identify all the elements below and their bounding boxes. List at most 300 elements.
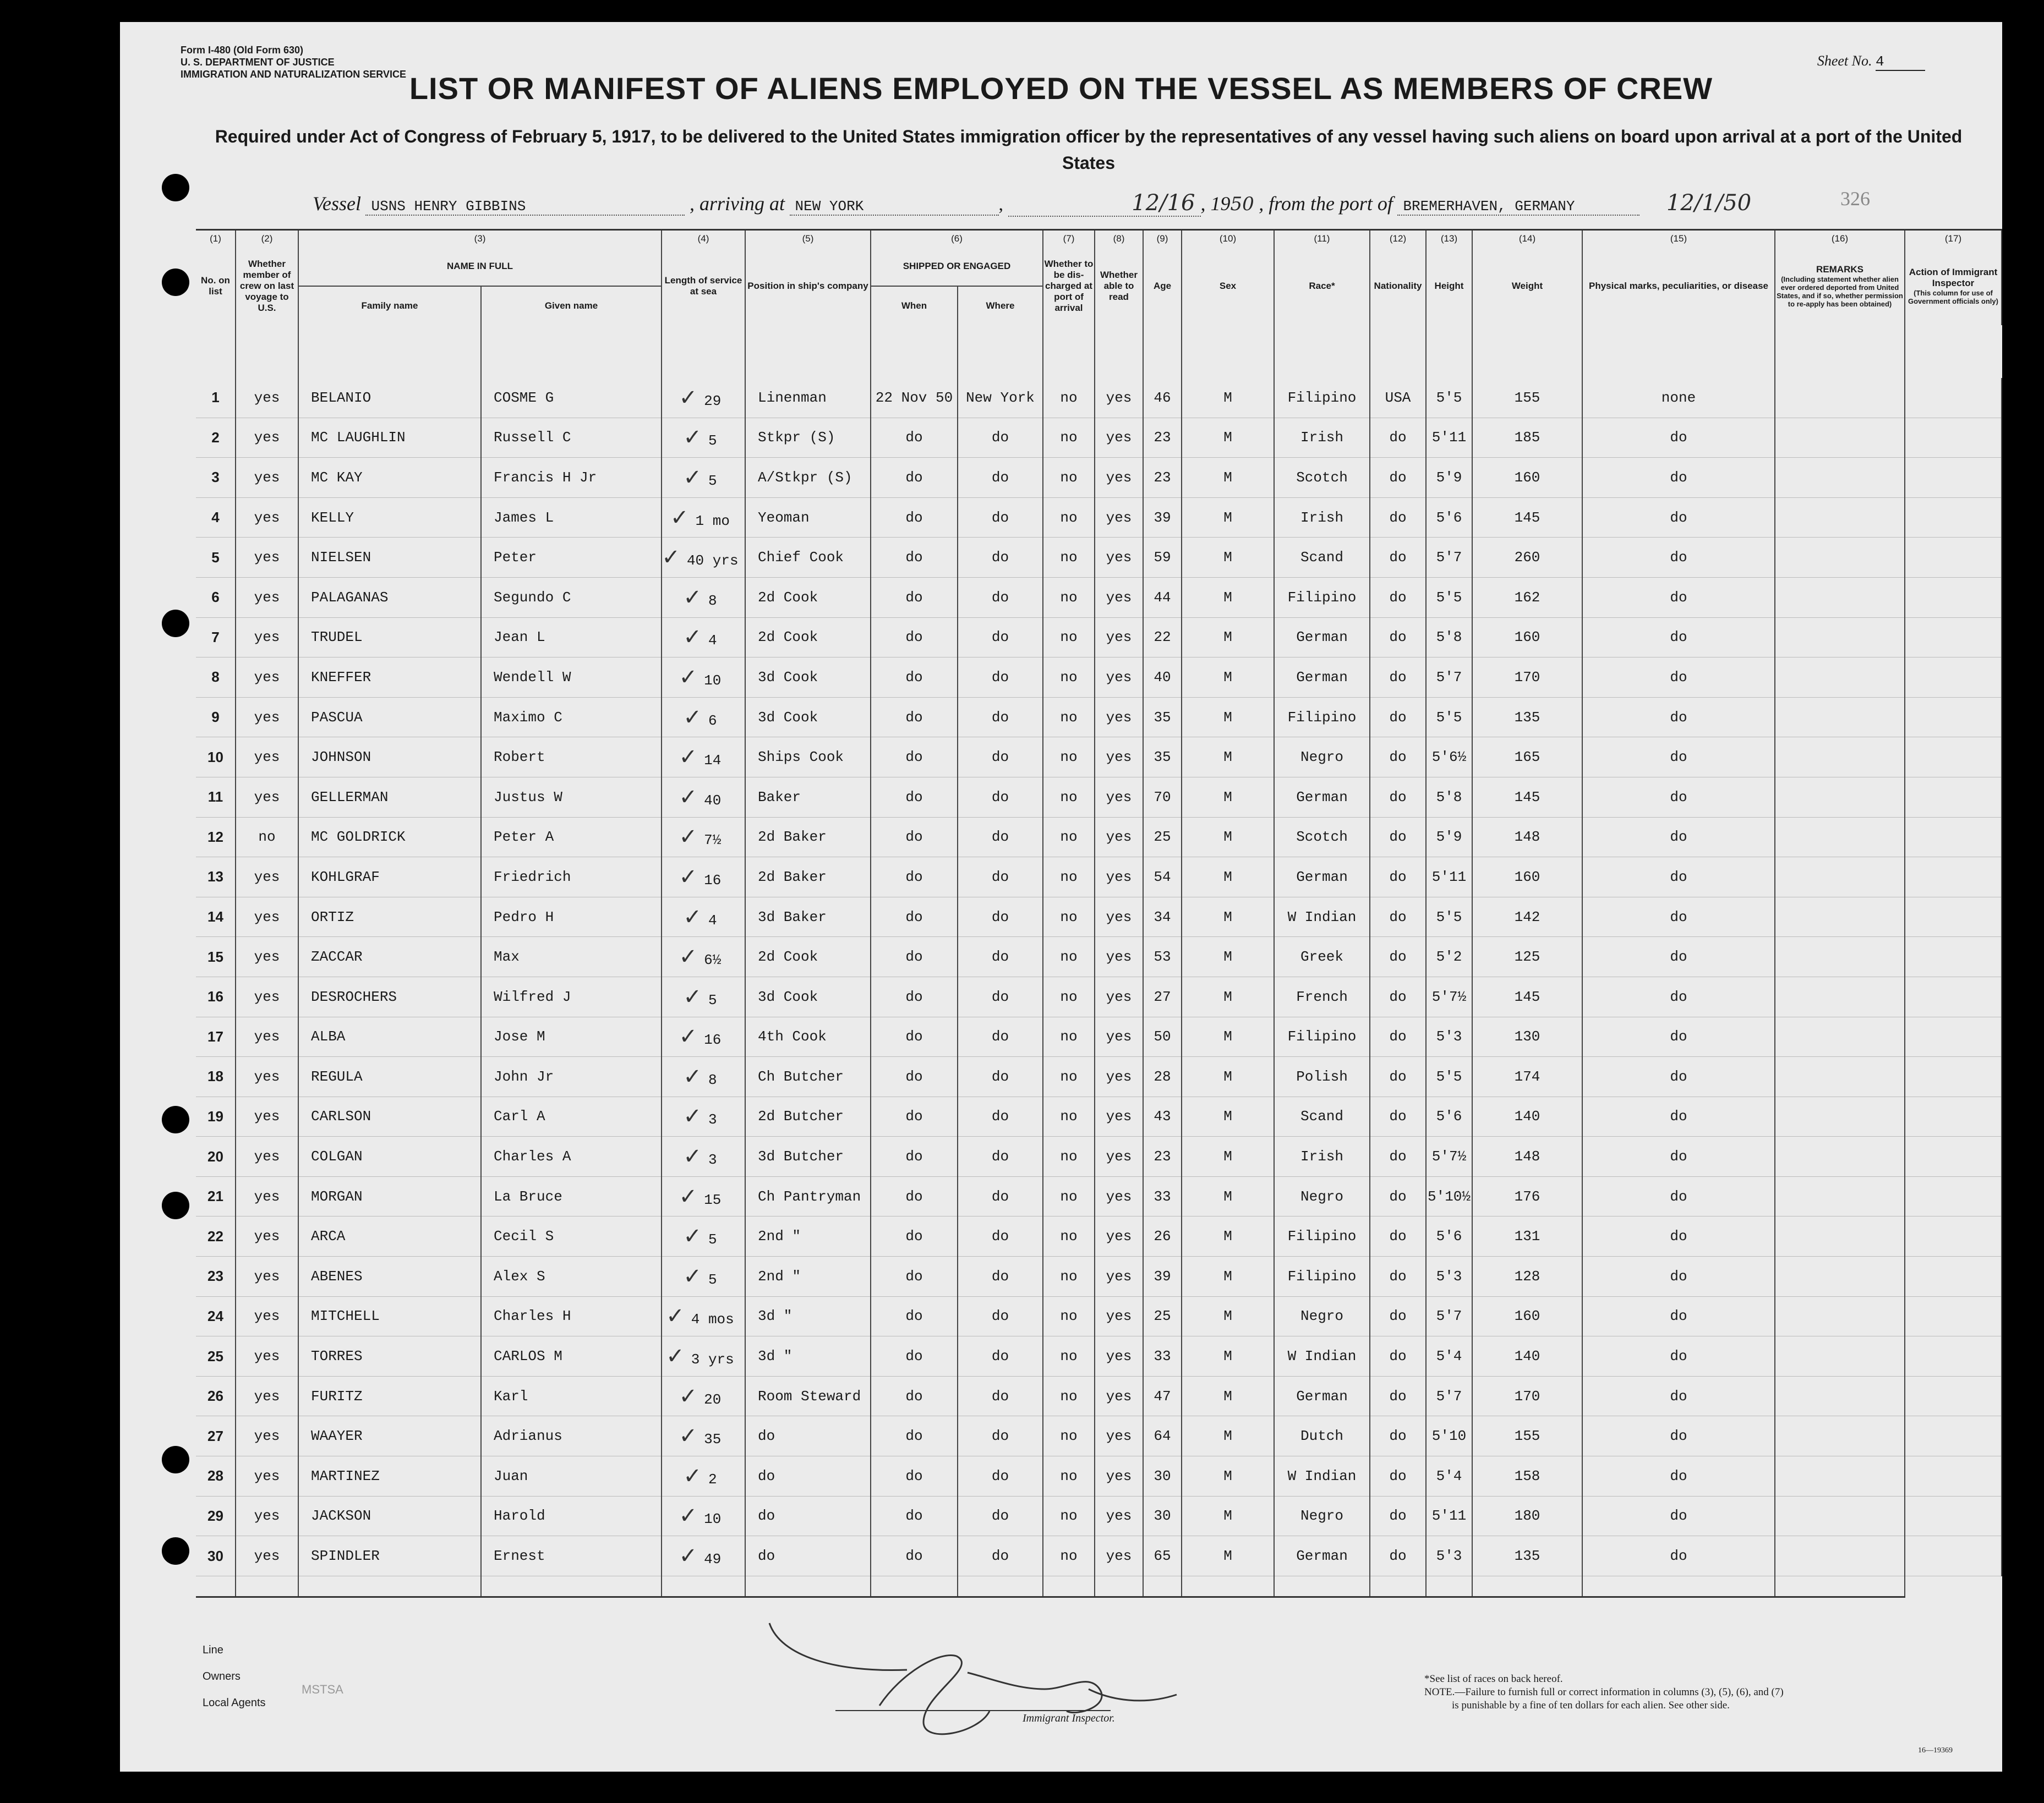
race: Scand [1274,538,1370,578]
table-row [196,1017,2002,1057]
able-to-read: yes [1095,577,1143,617]
row-number: 26 [196,1376,236,1416]
able-to-read: yes [1095,1017,1143,1057]
remarks [1775,378,1905,418]
discharged: no [1043,1536,1095,1576]
length-of-service [662,1257,745,1297]
check-mark: ✓ [679,824,698,850]
header-discharged: Whether to be dis-charged at port of arrival [1043,247,1095,325]
length-of-service [662,1456,745,1497]
race: Irish [1274,1137,1370,1177]
shipped-when: do [871,1456,958,1497]
shipped-when: do [871,1376,958,1416]
member-cell: yes [236,617,298,657]
footer-note [1424,1673,1784,1712]
given-name: John Jr [481,1057,662,1097]
length-of-service [662,897,745,937]
race: Polish [1274,1057,1370,1097]
height: 5'6 [1426,1216,1472,1257]
physical-marks: do [1582,1296,1775,1336]
check-mark: ✓ [683,464,702,490]
shipped-where: do [958,657,1043,698]
inspector-action [1905,1296,2002,1336]
age: 25 [1143,817,1182,857]
header-action [1905,247,2002,325]
sex: M [1182,977,1274,1017]
check-mark: ✓ [683,984,702,1010]
inspector-action [1905,378,2002,418]
inspector-action [1905,577,2002,617]
height: 5'5 [1426,1057,1472,1097]
remarks [1775,1296,1905,1336]
race: Scotch [1274,458,1370,498]
length-value: 3 yrs [691,1351,734,1368]
length-value: 3 [708,1111,717,1128]
able-to-read: yes [1095,737,1143,777]
table-row [196,1336,2002,1377]
able-to-read: yes [1095,1456,1143,1497]
shipped-when: do [871,1017,958,1057]
able-to-read: yes [1095,977,1143,1017]
member-cell: yes [236,1017,298,1057]
inspector-action [1905,538,2002,578]
row-number: 21 [196,1176,236,1216]
check-mark: ✓ [683,704,702,730]
physical-marks: do [1582,817,1775,857]
member-cell: yes [236,697,298,737]
position: 3d Cook [745,697,871,737]
weight: 158 [1472,1456,1582,1497]
physical-marks: do [1582,1496,1775,1536]
row-number: 9 [196,697,236,737]
shipped-where: do [958,1496,1043,1536]
remarks [1775,777,1905,817]
given-name: Juan [481,1456,662,1497]
able-to-read: yes [1095,1097,1143,1137]
sex: M [1182,1456,1274,1497]
height: 5'5 [1426,897,1472,937]
shipped-when: do [871,617,958,657]
sex: M [1182,737,1274,777]
able-to-read: yes [1095,937,1143,977]
nationality: do [1370,857,1426,897]
physical-marks: do [1582,577,1775,617]
member-cell: yes [236,1097,298,1137]
position: do [745,1456,871,1497]
row-number: 13 [196,857,236,897]
physical-marks: do [1582,1336,1775,1377]
table-row [196,1137,2002,1177]
nationality: do [1370,897,1426,937]
shipped-where: do [958,817,1043,857]
shipped-where: do [958,1257,1043,1297]
nationality: do [1370,697,1426,737]
family-name: WAAYER [298,1416,481,1456]
given-name: Harold [481,1496,662,1536]
inspector-action [1905,857,2002,897]
row-number: 4 [196,497,236,538]
height: 5'10½ [1426,1176,1472,1216]
position: 3d Cook [745,977,871,1017]
position: Ships Cook [745,737,871,777]
family-name: TRUDEL [298,617,481,657]
position: 4th Cook [745,1017,871,1057]
header-position: Position in ship's company [745,247,871,325]
inspector-action [1905,418,2002,458]
inspector-action [1905,497,2002,538]
member-cell: yes [236,458,298,498]
age: 25 [1143,1296,1182,1336]
inspector-action [1905,1057,2002,1097]
age: 39 [1143,1257,1182,1297]
member-cell: yes [236,497,298,538]
sex: M [1182,1376,1274,1416]
sex: M [1182,697,1274,737]
age: 26 [1143,1216,1182,1257]
weight: 145 [1472,977,1582,1017]
discharged: no [1043,1257,1095,1297]
length-value: 10 [704,1511,722,1528]
table-row [196,617,2002,657]
length-value: 35 [704,1431,722,1448]
table-row [196,817,2002,857]
discharged: no [1043,977,1095,1017]
inspector-action [1905,1176,2002,1216]
member-cell: yes [236,1296,298,1336]
remarks [1775,1257,1905,1297]
family-name: PASCUA [298,697,481,737]
nationality: do [1370,1536,1426,1576]
vessel-label: Vessel [313,193,361,215]
race: German [1274,657,1370,698]
length-of-service [662,777,745,817]
height: 5'2 [1426,937,1472,977]
physical-marks: do [1582,1057,1775,1097]
age: 30 [1143,1496,1182,1536]
sex: M [1182,857,1274,897]
remarks [1775,577,1905,617]
arriving-label: , arriving at [689,193,785,215]
binder-hole [162,174,189,201]
sex: M [1182,1257,1274,1297]
length-of-service [662,1496,745,1536]
member-cell: yes [236,1376,298,1416]
shipped-when: do [871,458,958,498]
sex: M [1182,1216,1274,1257]
row-number: 17 [196,1017,236,1057]
row-number: 15 [196,937,236,977]
remarks [1775,697,1905,737]
table-row [196,418,2002,458]
remarks [1775,977,1905,1017]
member-cell: yes [236,1176,298,1216]
header-no-on-list: No. on list [196,247,236,325]
weight: 176 [1472,1176,1582,1216]
able-to-read: yes [1095,1496,1143,1536]
member-cell: yes [236,577,298,617]
col-num: (14) [1472,230,1582,248]
inspector-action [1905,1336,2002,1377]
table-row [196,1257,2002,1297]
family-name: SPINDLER [298,1536,481,1576]
length-of-service [662,977,745,1017]
physical-marks: do [1582,857,1775,897]
sex: M [1182,1176,1274,1216]
shipped-where: do [958,697,1043,737]
physical-marks: do [1582,897,1775,937]
shipped-where: do [958,1376,1043,1416]
race: Dutch [1274,1416,1370,1456]
header-read: Whether able to read [1095,247,1143,325]
height: 5'9 [1426,458,1472,498]
column-numbers-row [196,230,2002,248]
shipped-when: do [871,1496,958,1536]
height: 5'7 [1426,1376,1472,1416]
family-name: REGULA [298,1057,481,1097]
shipped-where: do [958,577,1043,617]
header-height: Height [1426,247,1472,325]
row-number: 24 [196,1296,236,1336]
shipped-when: do [871,817,958,857]
shipped-where: do [958,857,1043,897]
position: Stkpr (S) [745,418,871,458]
table-row [196,577,2002,617]
age: 23 [1143,1137,1182,1177]
able-to-read: yes [1095,1257,1143,1297]
shipped-where: do [958,538,1043,578]
sheet-number [1817,53,1925,71]
row-number: 12 [196,817,236,857]
table-row [196,497,2002,538]
race: German [1274,777,1370,817]
able-to-read: yes [1095,418,1143,458]
header-race: Race* [1274,247,1370,325]
inspector-action [1905,1376,2002,1416]
col-num: (8) [1095,230,1143,248]
weight: 148 [1472,1137,1582,1177]
remarks [1775,1176,1905,1216]
height: 5'11 [1426,418,1472,458]
family-name: ARCA [298,1216,481,1257]
position: 3d " [745,1336,871,1377]
length-value: 7½ [704,832,722,849]
page-subtitle: Required under Act of Congress of February 5, 1917, to be delivered to the United States immigration officer by the representatives of any vessel having such aliens on board upon arrival at a port of the United States [215,127,1963,173]
sex: M [1182,1057,1274,1097]
header-shipped: SHIPPED OR ENGAGED [871,247,1043,286]
sex: M [1182,1296,1274,1336]
form-number: 16—19369 [1918,1746,1953,1755]
col-num: (12) [1370,230,1426,248]
shipped-where: do [958,1416,1043,1456]
manifest-sheet [120,22,2002,1772]
able-to-read: yes [1095,1336,1143,1377]
inspector-action [1905,1536,2002,1576]
shipped-when: do [871,857,958,897]
discharged: no [1043,577,1095,617]
table-row [196,1176,2002,1216]
race: Greek [1274,937,1370,977]
vessel-name: USNS HENRY GIBBINS [365,198,685,216]
row-number: 2 [196,418,236,458]
local-agents-label: Local Agents [203,1697,266,1709]
shipped-where: do [958,1216,1043,1257]
discharged: no [1043,1496,1095,1536]
weight: 125 [1472,937,1582,977]
nationality: do [1370,657,1426,698]
year-prefix: , 19 [1200,193,1231,215]
able-to-read: yes [1095,657,1143,698]
height: 5'5 [1426,577,1472,617]
action-note: (This column for use of Government officials only) [1908,289,1998,305]
age: 35 [1143,697,1182,737]
family-name: JOHNSON [298,737,481,777]
check-mark: ✓ [666,1303,685,1329]
height: 5'5 [1426,697,1472,737]
discharged: no [1043,737,1095,777]
race: Filipino [1274,577,1370,617]
race: German [1274,617,1370,657]
shipped-when: do [871,697,958,737]
row-number: 18 [196,1057,236,1097]
shipped-where: New York [958,378,1043,418]
discharged: no [1043,497,1095,538]
nationality: do [1370,1336,1426,1377]
shipped-when: do [871,977,958,1017]
length-value: 10 [704,672,722,689]
table-row [196,1057,2002,1097]
shipped-where: do [958,937,1043,977]
length-of-service [662,1536,745,1576]
family-name: COLGAN [298,1137,481,1177]
race: Negro [1274,1496,1370,1536]
able-to-read: yes [1095,1057,1143,1097]
length-value: 40 [704,792,722,809]
physical-marks: do [1582,1257,1775,1297]
age: 34 [1143,897,1182,937]
age: 23 [1143,418,1182,458]
nationality: do [1370,1257,1426,1297]
table-row [196,1536,2002,1576]
position: 2nd " [745,1216,871,1257]
position: do [745,1536,871,1576]
given-name: James L [481,497,662,538]
physical-marks: do [1582,977,1775,1017]
col-num: (13) [1426,230,1472,248]
able-to-read: yes [1095,1296,1143,1336]
age: 28 [1143,1057,1182,1097]
sex: M [1182,897,1274,937]
col-num: (10) [1182,230,1274,248]
length-value: 29 [704,392,722,409]
height: 5'10 [1426,1416,1472,1456]
given-name: Peter [481,538,662,578]
shipped-when: do [871,1257,958,1297]
weight: 142 [1472,897,1582,937]
race: Negro [1274,1176,1370,1216]
length-of-service [662,458,745,498]
height: 5'6½ [1426,737,1472,777]
table-row [196,1216,2002,1257]
header-remarks [1775,247,1905,325]
shipped-where: do [958,897,1043,937]
crew-table [196,229,2002,1598]
nationality: do [1370,1416,1426,1456]
length-of-service [662,378,745,418]
discharged: no [1043,538,1095,578]
shipped-when: do [871,1536,958,1576]
stamp-number: 326 [1840,188,1870,210]
family-name: DESROCHERS [298,977,481,1017]
row-number: 25 [196,1336,236,1377]
length-value: 3 [708,1152,717,1169]
family-name: PALAGANAS [298,577,481,617]
family-name: TORRES [298,1336,481,1377]
check-mark: ✓ [679,1543,698,1569]
able-to-read: yes [1095,817,1143,857]
check-mark: ✓ [683,584,702,610]
discharged: no [1043,697,1095,737]
header-age: Age [1143,247,1182,325]
able-to-read: yes [1095,1536,1143,1576]
crew-rows [196,325,2002,1597]
nationality: do [1370,1057,1426,1097]
race: German [1274,1536,1370,1576]
able-to-read: yes [1095,857,1143,897]
table-row [196,1456,2002,1497]
row-number: 11 [196,777,236,817]
shipped-when: do [871,1137,958,1177]
action-title: Action of Immigrant Inspector [1909,267,1998,288]
given-name: Adrianus [481,1416,662,1456]
position: 3d Cook [745,657,871,698]
inspector-action [1905,737,2002,777]
col-num: (7) [1043,230,1095,248]
shipped-where: do [958,1137,1043,1177]
family-name: NIELSEN [298,538,481,578]
discharged: no [1043,657,1095,698]
position: 2d Cook [745,617,871,657]
col-num: (6) [871,230,1043,248]
physical-marks: do [1582,1456,1775,1497]
inspector-action [1905,458,2002,498]
check-mark: ✓ [683,904,702,930]
remarks [1775,538,1905,578]
race: French [1274,977,1370,1017]
given-name: Peter A [481,817,662,857]
table-row [196,937,2002,977]
table-row [196,1416,2002,1456]
physical-marks: do [1582,1416,1775,1456]
sheet-label: Sheet No. [1817,53,1872,69]
from-label: , from the port of [1259,193,1393,215]
length-value: 16 [704,1032,722,1049]
physical-marks: do [1582,697,1775,737]
sex: M [1182,418,1274,458]
shipped-where: do [958,497,1043,538]
race: Filipino [1274,1017,1370,1057]
length-value: 40 yrs [686,552,739,569]
line-label: Line [203,1644,223,1656]
inspector-action [1905,977,2002,1017]
length-of-service [662,1137,745,1177]
remarks [1775,1416,1905,1456]
sex: M [1182,1137,1274,1177]
physical-marks: do [1582,1176,1775,1216]
col-num: (17) [1905,230,2002,248]
row-number: 16 [196,977,236,1017]
binder-hole [162,1537,189,1565]
sex: M [1182,1536,1274,1576]
